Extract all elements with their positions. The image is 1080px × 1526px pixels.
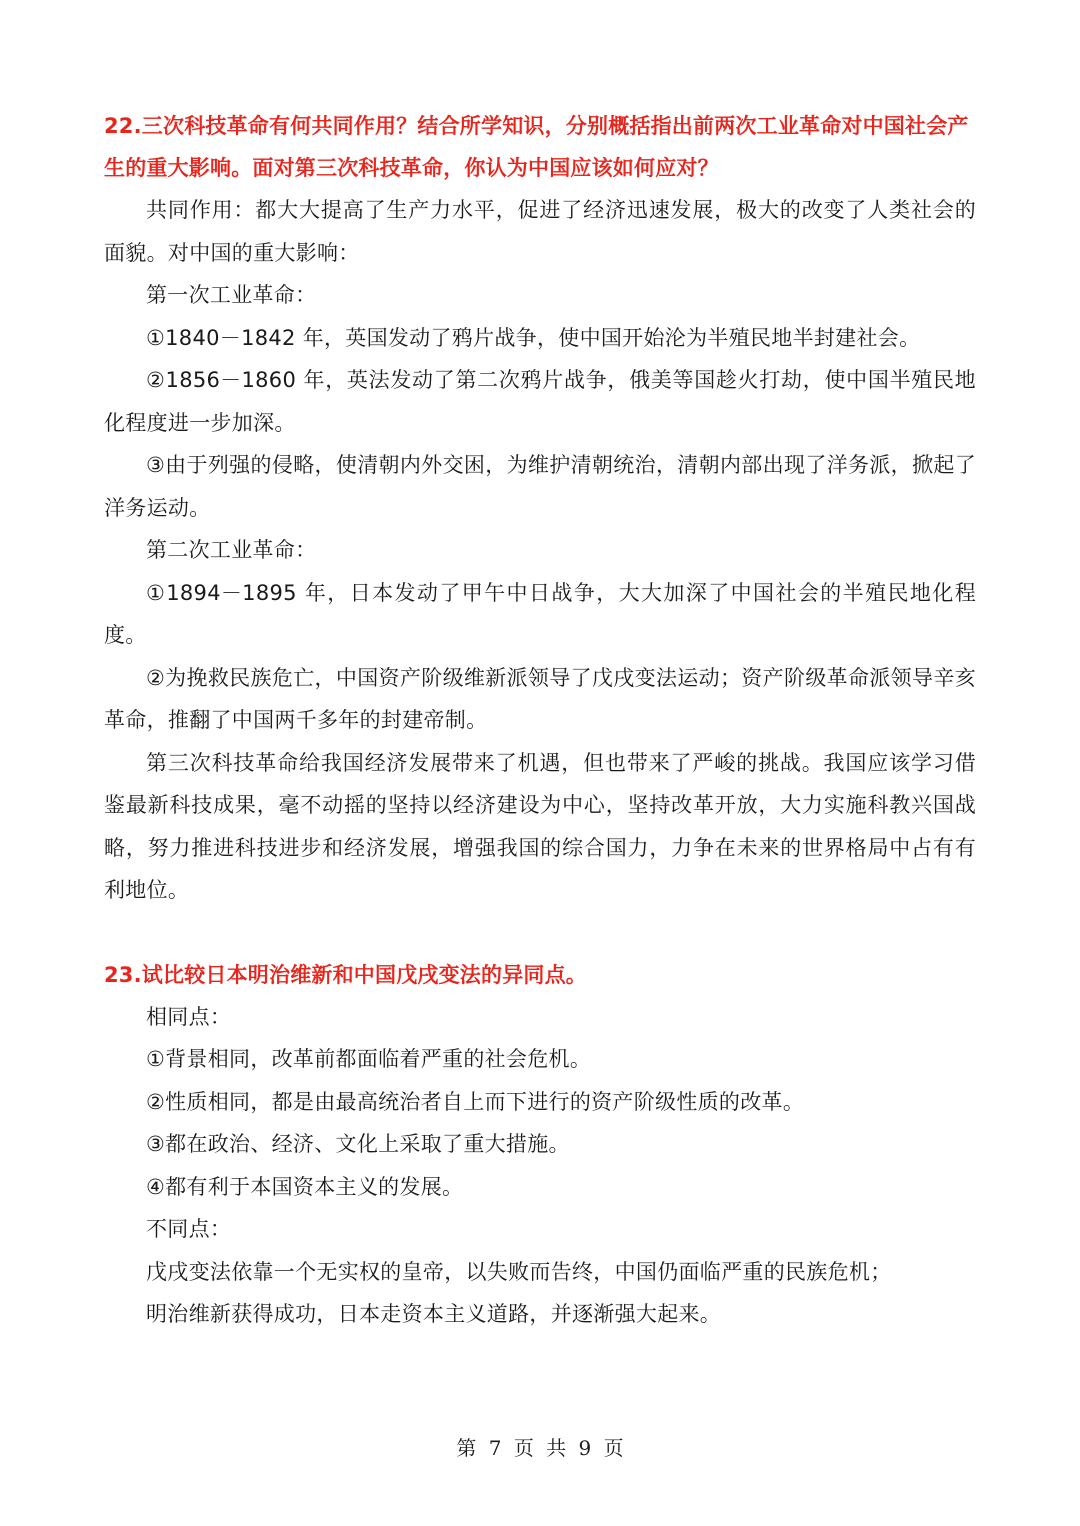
answer-22-second-revolution-label: 第二次工业革命：	[146, 538, 317, 562]
answer-22-third-revolution: 第三次科技革命给我国经济发展带来了机遇，但也带来了严峻的挑战。我国应该学习借鉴最新科技成果，毫不动摇的坚持以经济建设为中心，坚持改革开放，大力实施科教兴国战略，努力推进科技进步和经济发展，增强我国的综合国力，力争在未来的世界格局中占有有利地位。	[104, 750, 976, 902]
answer-23-difference-2: 明治维新获得成功，日本走资本主义道路，并逐渐强大起来。	[146, 1302, 722, 1326]
answer-23-similarities-label: 相同点：	[146, 1004, 232, 1029]
page-number-footer: 第 7 页 共 9 页	[456, 1436, 624, 1460]
answer-22-second-item-2: ②为挽救民族危亡，中国资产阶级维新派领导了戊戌变法运动；资产阶级革命派领导辛亥革命，推翻了中国两千多年的封建帝制。	[104, 665, 976, 732]
answer-23-similarity-3: ③都在政治、经济、文化上采取了重大措施。	[146, 1132, 570, 1156]
question-23-heading: 23.试比较日本明治维新和中国戊戌变法的异同点。	[104, 962, 587, 987]
answer-23-differences-label: 不同点：	[146, 1217, 232, 1241]
answer-22-second-item-1: ①1894－1895 年，日本发动了甲午中日战争，大大加深了中国社会的半殖民地化程度。	[104, 580, 976, 647]
answer-22-first-revolution-label: 第一次工业革命：	[146, 283, 317, 307]
question-22-section	[104, 105, 976, 912]
answer-22-first-item-2: ②1856－1860 年，英法发动了第二次鸦片战争，俄美等国趁火打劫，使中国半殖民地化程度进一步加深。	[104, 368, 976, 435]
answer-22-common-effect: 共同作用：都大大提高了生产力水平，促进了经济迅速发展，极大的改变了人类社会的面貌。对中国的重大影响：	[104, 198, 976, 265]
question-22-heading: 22.三次科技革命有何共同作用？结合所学知识，分别概括指出前两次工业革命对中国社会产生的重大影响。面对第三次科技革命，你认为中国应该如何应对？	[104, 114, 969, 180]
answer-22-first-item-3: ③由于列强的侵略，使清朝内外交困，为维护清朝统治，清朝内部出现了洋务派，掀起了洋务运动。	[104, 453, 976, 520]
answer-23-similarity-4: ④都有利于本国资本主义的发展。	[146, 1174, 464, 1199]
question-23-section	[104, 954, 976, 1336]
answer-23-difference-1: 戊戌变法依靠一个无实权的皇帝，以失败而告终，中国仍面临严重的民族危机；	[146, 1259, 892, 1284]
section-spacer	[104, 912, 976, 954]
answer-23-similarity-1: ①背景相同，改革前都面临着严重的社会危机。	[146, 1047, 592, 1071]
answer-22-first-item-1: ①1840－1842 年，英国发动了鸦片战争，使中国开始沦为半殖民地半封建社会。	[146, 325, 921, 350]
answer-23-similarity-2: ②性质相同，都是由最高统治者自上而下进行的资产阶级性质的改革。	[146, 1089, 805, 1114]
